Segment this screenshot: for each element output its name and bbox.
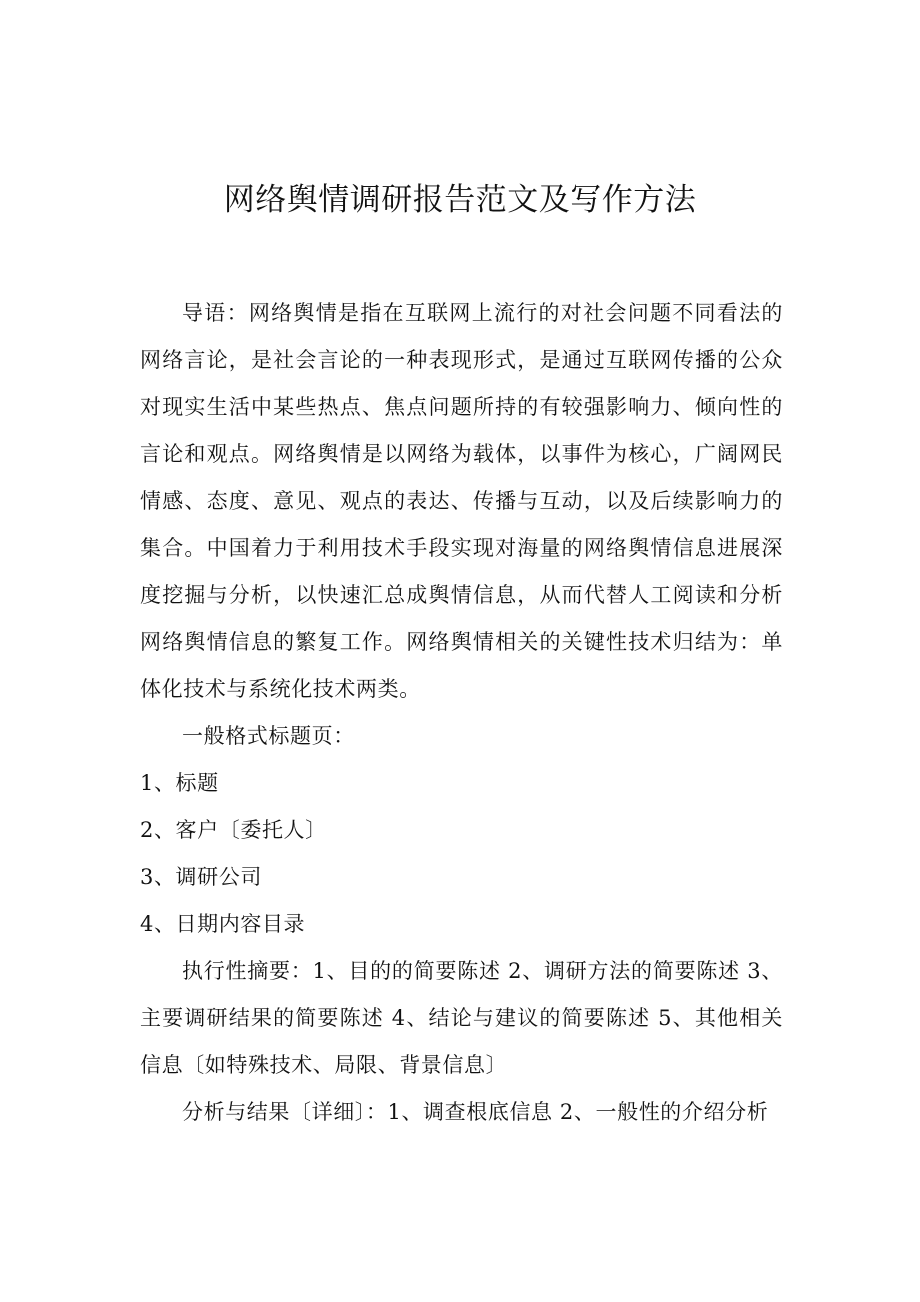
executive-summary-paragraph: 执行性摘要：1、目的的简要陈述 2、调研方法的简要陈述 3、主要调研结果的简要陈述 4、结论与建议的简要陈述 5、其他相关信息〔如特殊技术、局限、背景信息〕	[140, 959, 783, 1077]
list-item: 3、调研公司	[140, 865, 262, 889]
list-item: 2、客户〔委托人〕	[140, 818, 327, 842]
list-item: 4、日期内容目录	[140, 912, 306, 936]
list-item: 1、标题	[140, 771, 219, 795]
document-title: 网络舆情调研报告范文及写作方法	[223, 182, 697, 218]
format-heading: 一般格式标题页：	[182, 724, 355, 748]
document-body	[140, 290, 783, 1136]
analysis-paragraph: 分析与结果〔详细〕：1、调查根底信息 2、一般性的介绍分析	[182, 1100, 769, 1124]
intro-paragraph: 导语：网络舆情是指在互联网上流行的对社会问题不同看法的网络言论，是社会言论的一种表现形式，是通过互联网传播的公众对现实生活中某些热点、焦点问题所持的有较强影响力、倾向性的言论和观点。网络舆情是以网络为载体，以事件为核心，广阔网民情感、态度、意见、观点的表达、传播与互动，以及后续影响力的集合。中国着力于利用技术手段实现对海量的网络舆情信息进展深度挖掘与分析，以快速汇总成舆情信息，从而代替人工阅读和分析网络舆情信息的繁复工作。网络舆情相关的关键性技术归结为：单体化技术与系统化技术两类。	[140, 301, 783, 701]
